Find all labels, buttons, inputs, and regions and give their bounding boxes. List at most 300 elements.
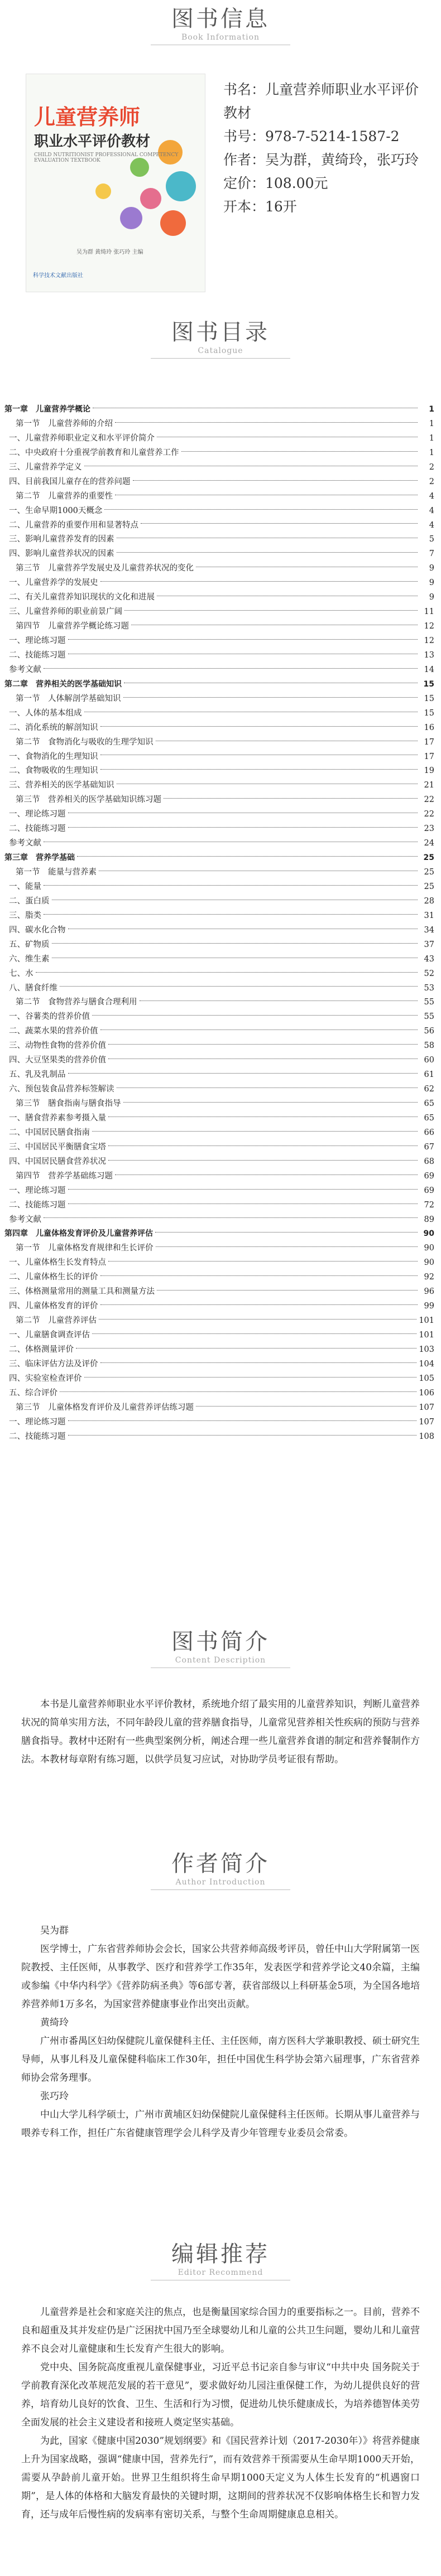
toc-leader-dots xyxy=(76,1348,416,1349)
toc-entry-page: 24 xyxy=(424,839,434,848)
table-of-contents xyxy=(4,403,434,1444)
toc-entry-page: 4 xyxy=(429,520,434,530)
toc-entry-title: 一、人体的基本组成 xyxy=(4,707,84,721)
toc-entry-title: 第三章 营养学基础 xyxy=(4,851,77,866)
toc-entry-title: 第一节 儿童营养师的介绍 xyxy=(4,417,115,432)
toc-entry-title: 第四节 营养学基础练习题 xyxy=(4,1169,115,1184)
toc-entry xyxy=(4,1430,434,1444)
toc-entry xyxy=(4,1401,434,1415)
toc-entry xyxy=(4,1285,434,1299)
authors-title: 作者简介 xyxy=(171,1851,270,1877)
toc-entry xyxy=(4,1241,434,1256)
book-info-title-en: Book Information xyxy=(181,33,260,42)
toc-entry-page: 31 xyxy=(424,911,434,920)
toc-entry-title: 三、体格测量常用的测量工具和测量方法 xyxy=(4,1285,157,1299)
toc-entry-page: 90 xyxy=(424,1258,434,1268)
description-text: 本书是儿童营养师职业水平评价教材，系统地介绍了最实用的儿童营养知识，判断儿童营养状况的简单实用方法，不同年龄段儿童的营养膳食指导，儿童常见营养相关性疾病的预防与营养膳食指导。教材中还附有一些典型案例分析，阐述合理一些儿童营养食谱的制定和营养餐制作方法。本教材每章附有练习题，以供学员复习应试，对协助学员考证很有帮助。 xyxy=(21,1699,420,1765)
toc-entry-title: 二、有关儿童营养知识现状的文化和进展 xyxy=(4,591,157,605)
toc-entry-title: 第二节 儿童营养的重要性 xyxy=(4,490,115,504)
toc-entry-title: 一、膳食营养素参考摄入量 xyxy=(4,1111,108,1126)
toc-leader-dots xyxy=(157,1290,418,1291)
cover-title-1: 儿童营养师 xyxy=(34,105,141,129)
toc-entry-title: 四、目前我国儿童存在的营养问题 xyxy=(4,475,133,490)
toc-entry xyxy=(4,1097,434,1111)
toc-entry-page: 9 xyxy=(429,578,434,588)
toc-entry xyxy=(4,764,434,779)
toc-entry-page: 55 xyxy=(424,998,434,1007)
cover-publisher: 科学技术文献出版社 xyxy=(33,273,83,279)
recommend-paragraph: 为此，国家《健康中国2030”规划纲要》和《国民营养计划（2017-2030年）》将营养健康上升为国家战略，强调“健康中国，营养先行”，而有效营养干预需要从生命早期1000天开始，需要从孕龄前儿童开始。世界卫生组织将生命早期1000天定义为人体生长发育的“机遇窗口期”，是人体的体格和大脑发育最快的关键时期，这期间的营养状况不仅影响体格生长和智力发育，还与成年后慢性病的发病率有密切关系，与整个生命周期健康息息相关。 xyxy=(21,2435,420,2520)
toc-leader-dots xyxy=(100,1275,418,1276)
toc-entry-title: 二、食物吸收的生理知识 xyxy=(4,764,100,779)
toc-entry-page: 4 xyxy=(429,491,434,501)
cover-authors: 吴为群 黄绮玲 张巧玲 主编 xyxy=(76,249,143,255)
toc-entry xyxy=(4,938,434,953)
toc-entry xyxy=(4,953,434,967)
toc-entry-title: 第一节 能量与营养素 xyxy=(4,866,99,880)
book-cover xyxy=(26,74,205,292)
toc-entry-page: 17 xyxy=(424,737,434,747)
authors-heading xyxy=(0,1850,441,1890)
recommend-title-en: Editor Recommend xyxy=(178,2268,263,2277)
toc-entry xyxy=(4,1126,434,1140)
toc-entry-title: 三、临床评估方法及评价 xyxy=(4,1357,100,1372)
toc-entry-title: 三、影响儿童营养发育的因素 xyxy=(4,533,117,547)
toc-entry-title: 二、儿童营养的重要作用和显著特点 xyxy=(4,519,141,533)
toc-leader-dots xyxy=(104,509,418,510)
toc-leader-dots xyxy=(156,1246,418,1247)
toc-leader-dots xyxy=(100,1304,418,1305)
toc-entry-page: 9 xyxy=(429,593,434,602)
book-info-fields xyxy=(223,78,430,219)
author-bio: 广州市番禺区妇幼保健院儿童保健科主任、主任医师，南方医科大学兼职教授、硕士研究生导师，从事儿科及儿童保健科临床工作30年，担任中国优生科学协会第六届理事，广东省营养师协会常务理事。 xyxy=(21,2036,420,2084)
toc-entry-page: 56 xyxy=(424,1027,434,1036)
toc-leader-dots xyxy=(60,1391,416,1392)
toc-entry-title: 第二章 营养相关的医学基础知识 xyxy=(4,678,124,692)
toc-leader-dots xyxy=(68,827,418,828)
toc-entry-title: 第三节 儿童体格发育评价及儿童营养评估练习题 xyxy=(4,1401,196,1415)
toc-entry xyxy=(4,1328,434,1343)
author-bio: 医学博士，广东省营养师协会会长，国家公共营养师高级考评员，曾任中山大学附属第一医院教授、主任医师，从事教学、医疗和营养学工作35年，发表医学和营养学论文40余篇，主编或参编《中华内科学》《营养防病圣典》等6部专著，获省部级以上科研基金5项，为全国各地培养营养师1万多名，为国家营养健康事业作出突出贡献。 xyxy=(21,1944,420,2010)
toc-entry xyxy=(4,1415,434,1430)
toc-entry xyxy=(4,851,434,866)
toc-entry-page: 105 xyxy=(419,1374,434,1383)
toc-title-en: Catalogue xyxy=(198,346,243,355)
toc-leader-dots xyxy=(68,1435,417,1436)
toc-entry-title: 三、儿童营养学定义 xyxy=(4,461,84,475)
divider xyxy=(151,1889,290,1890)
toc-entry-page: 107 xyxy=(419,1417,434,1427)
toc-entry-page: 52 xyxy=(424,969,434,978)
toc-entry xyxy=(4,605,434,620)
toc-leader-dots xyxy=(68,1420,417,1421)
toc-leader-dots xyxy=(84,1377,417,1378)
toc-entry xyxy=(4,1010,434,1024)
cover-decoration xyxy=(120,207,142,229)
toc-entry xyxy=(4,866,434,880)
toc-entry-title: 第二节 食物消化与吸收的生理学知识 xyxy=(4,736,156,750)
toc-entry-title: 第二节 儿童营养评估 xyxy=(4,1314,99,1328)
toc-entry-title: 第三节 营养相关的医学基础知识练习题 xyxy=(4,793,164,808)
toc-leader-dots xyxy=(92,1333,416,1334)
toc-leader-dots xyxy=(196,1406,416,1407)
toc-entry-title: 参考文献 xyxy=(4,663,44,678)
toc-leader-dots xyxy=(44,668,418,669)
recommend-paragraph: 党中央、国务院高度重视儿童保健事业，习近平总书记亲自参与审议“中共中央 国务院关于学前教育深化改革规范发展的若干意见”，要求做好幼儿园注重保健工作，为幼儿提供良好的营养，培育幼儿良好的饮食、卫生、生活和行为习惯，促进幼儿快乐健康成长，为培养德智体美劳全面发展的社会主义建设者和接班人奠定坚实基础。 xyxy=(21,2362,420,2428)
toc-entry-title: 三、儿童营养师的职业前景广阔 xyxy=(4,605,124,620)
author-name: 吴为群 xyxy=(40,1925,69,1936)
author-bio: 中山大学儿科学硕士，广州市黄埔区妇幼保健院儿童保健科主任医师。长期从事儿童营养与喂养专科工作，担任广东省健康管理学会儿科学及青少年管理专业委员会常委。 xyxy=(21,2109,420,2139)
authors-title-en: Author Introduction xyxy=(175,1878,266,1887)
book-info-field: 定价：108.00元 xyxy=(223,175,328,191)
toc-entry xyxy=(4,432,434,446)
toc-entry xyxy=(4,1198,434,1213)
toc-entry-page: 22 xyxy=(424,810,434,819)
toc-entry xyxy=(4,403,434,417)
toc-leader-dots xyxy=(123,697,418,698)
toc-entry xyxy=(4,446,434,461)
toc-entry-page: 34 xyxy=(424,925,434,935)
toc-leader-dots xyxy=(52,943,418,944)
toc-entry xyxy=(4,519,434,533)
book-info-field: 书号：978-7-5214-1587-2 xyxy=(223,128,400,144)
cover-subtitle: CHILD NUTRITIONIST PROFESSIONAL COMPETENCY EVALUATION TEXTBOOK xyxy=(34,152,179,163)
toc-leader-dots xyxy=(100,769,418,770)
toc-entry-page: 1 xyxy=(429,419,434,428)
toc-entry-title: 三、脂类 xyxy=(4,909,44,924)
toc-entry-page: 104 xyxy=(419,1359,434,1369)
toc-entry-title: 二、技能练习题 xyxy=(4,1430,68,1444)
toc-entry-page: 1 xyxy=(429,405,434,414)
author-name: 黄绮玲 xyxy=(40,2017,69,2028)
toc-entry-title: 二、蔬菜水果的营养价值 xyxy=(4,1024,100,1039)
toc-entry xyxy=(4,461,434,475)
toc-leader-dots xyxy=(141,523,418,524)
toc-entry-page: 55 xyxy=(424,1012,434,1022)
toc-entry xyxy=(4,736,434,750)
toc-entry xyxy=(4,1184,434,1198)
toc-entry xyxy=(4,1039,434,1053)
toc-entry-page: 62 xyxy=(424,1085,434,1094)
toc-leader-dots xyxy=(68,1189,418,1190)
cover-decoration xyxy=(140,188,161,209)
toc-leader-dots xyxy=(44,914,418,915)
toc-leader-dots xyxy=(123,1102,418,1103)
toc-entry-title: 七、水 xyxy=(4,967,36,982)
toc-entry-title: 五、综合评价 xyxy=(4,1386,60,1401)
toc-entry xyxy=(4,1111,434,1126)
toc-entry xyxy=(4,1053,434,1068)
cover-decoration xyxy=(95,183,111,199)
toc-entry xyxy=(4,1213,434,1227)
cover-decoration xyxy=(160,210,186,236)
toc-entry-page: 16 xyxy=(424,723,434,732)
toc-entry-page: 15 xyxy=(424,708,434,718)
cover-title-2: 职业水平评价教材 xyxy=(34,133,151,150)
toc-entry-page: 25 xyxy=(424,868,434,877)
divider xyxy=(151,358,290,359)
toc-entry-page: 37 xyxy=(424,940,434,949)
toc-entry-title: 二、技能练习题 xyxy=(4,822,68,837)
toc-entry xyxy=(4,1357,434,1372)
toc-entry-title: 一、儿童营养学的发展史 xyxy=(4,576,100,591)
author-name: 张巧玲 xyxy=(40,2091,69,2102)
toc-entry xyxy=(4,634,434,649)
toc-entry-page: 17 xyxy=(424,752,434,761)
toc-entry-page: 25 xyxy=(423,853,434,863)
toc-leader-dots xyxy=(92,1131,418,1132)
toc-leader-dots xyxy=(108,1044,418,1045)
toc-entry-page: 108 xyxy=(419,1432,434,1441)
toc-entry-title: 第一节 人体解剖学基础知识 xyxy=(4,692,123,707)
toc-entry xyxy=(4,967,434,982)
toc-entry-page: 69 xyxy=(424,1171,434,1181)
toc-entry-title: 参考文献 xyxy=(4,837,44,851)
toc-entry-page: 13 xyxy=(424,650,434,660)
toc-entry xyxy=(4,750,434,765)
description-body xyxy=(21,1695,420,1769)
toc-entry-page: 67 xyxy=(424,1142,434,1152)
toc-entry-title: 一、能量 xyxy=(4,880,44,895)
toc-entry-page: 25 xyxy=(424,882,434,891)
toc-entry xyxy=(4,982,434,996)
toc-entry xyxy=(4,793,434,808)
toc-entry-title: 六、预包装食品营养标签解读 xyxy=(4,1082,117,1097)
toc-entry-page: 14 xyxy=(424,665,434,674)
toc-leader-dots xyxy=(124,610,418,611)
toc-entry-page: 58 xyxy=(424,1041,434,1051)
description-title: 图书简介 xyxy=(171,1629,270,1655)
toc-leader-dots xyxy=(100,726,418,727)
toc-leader-dots xyxy=(60,986,418,987)
toc-entry xyxy=(4,490,434,504)
toc-entry-page: 99 xyxy=(424,1302,434,1311)
toc-entry-title: 四、大豆坚果类的营养价值 xyxy=(4,1053,108,1068)
toc-leader-dots xyxy=(108,1261,418,1262)
toc-entry-title: 第四章 儿童体格发育评价及儿童营养评估 xyxy=(4,1227,155,1241)
toc-entry-page: 4 xyxy=(429,506,434,515)
toc-entry xyxy=(4,1314,434,1328)
toc-leader-dots xyxy=(77,856,418,857)
toc-entry-page: 65 xyxy=(424,1113,434,1123)
toc-entry xyxy=(4,1256,434,1270)
toc-leader-dots xyxy=(108,1160,418,1161)
toc-entry xyxy=(4,576,434,591)
toc-entry xyxy=(4,417,434,432)
toc-entry-page: 1 xyxy=(429,433,434,443)
toc-entry-page: 12 xyxy=(424,636,434,645)
toc-entry-title: 四、儿童体格发育的评价 xyxy=(4,1299,100,1314)
toc-entry-title: 八、膳食纤维 xyxy=(4,982,60,996)
toc-leader-dots xyxy=(68,1073,418,1074)
toc-entry xyxy=(4,533,434,547)
toc-leader-dots xyxy=(181,451,418,452)
toc-entry-title: 四、实验室检查评价 xyxy=(4,1372,84,1386)
toc-leader-dots xyxy=(99,1319,416,1320)
recommend-paragraph: 儿童营养是社会和家庭关注的焦点，也是衡量国家综合国力的重要指标之一。目前，营养不良和超重及其并发症仍是广泛困扰中国乃至全球婴幼儿和儿童的公共卫生问题，婴幼儿和儿童营养不良会对儿童健康和生长发育产生很大的影响。 xyxy=(21,2307,420,2355)
toc-entry xyxy=(4,475,434,490)
toc-entry-page: 43 xyxy=(424,954,434,964)
recommend-body xyxy=(21,2303,420,2524)
toc-entry xyxy=(4,504,434,519)
toc-entry xyxy=(4,1299,434,1314)
toc-leader-dots xyxy=(68,639,418,640)
toc-heading xyxy=(0,319,441,359)
toc-entry-page: 61 xyxy=(424,1070,434,1080)
description-heading xyxy=(0,1628,441,1668)
toc-entry-page: 11 xyxy=(424,607,434,617)
toc-entry xyxy=(4,1024,434,1039)
toc-entry xyxy=(4,591,434,605)
toc-entry-title: 三、动物性食物的营养价值 xyxy=(4,1039,108,1053)
toc-entry-title: 第三节 儿童营养学发展史及儿童营养状况的变化 xyxy=(4,562,196,576)
toc-entry xyxy=(4,808,434,822)
toc-entry-page: 68 xyxy=(424,1157,434,1166)
toc-entry-page: 22 xyxy=(424,795,434,805)
toc-leader-dots xyxy=(115,422,418,423)
toc-entry-title: 五、乳及乳制品 xyxy=(4,1068,68,1082)
toc-entry-title: 一、儿童膳食调查评估 xyxy=(4,1328,92,1343)
toc-entry xyxy=(4,995,434,1010)
toc-entry-page: 12 xyxy=(424,622,434,631)
toc-entry xyxy=(4,1068,434,1082)
toc-entry xyxy=(4,837,434,851)
book-info-title: 图书信息 xyxy=(171,6,270,32)
toc-entry xyxy=(4,1343,434,1357)
book-info-field: 开本：16开 xyxy=(223,199,297,215)
toc-entry xyxy=(4,1155,434,1169)
toc-leader-dots xyxy=(133,480,418,481)
toc-entry-title: 三、中国居民平衡膳食宝塔 xyxy=(4,1140,108,1155)
toc-entry xyxy=(4,678,434,692)
toc-entry xyxy=(4,1140,434,1155)
toc-leader-dots xyxy=(44,885,418,886)
toc-entry-title: 第四节 儿童营养学概论练习题 xyxy=(4,620,131,634)
toc-leader-dots xyxy=(155,1232,418,1233)
toc-entry xyxy=(4,649,434,663)
toc-entry-page: 7 xyxy=(429,549,434,559)
toc-entry-title: 四、中国居民膳食营养状况 xyxy=(4,1155,108,1169)
toc-entry-page: 2 xyxy=(429,477,434,486)
toc-entry-title: 三、营养相关的医学基础知识 xyxy=(4,779,117,793)
toc-leader-dots xyxy=(164,798,418,799)
toc-leader-dots xyxy=(117,552,418,553)
toc-entry-title: 参考文献 xyxy=(4,1213,44,1227)
toc-entry-page: 28 xyxy=(424,896,434,906)
toc-entry xyxy=(4,880,434,895)
authors-body xyxy=(21,1922,420,2143)
toc-entry-page: 72 xyxy=(424,1200,434,1210)
toc-entry-title: 四、影响儿童营养状况的因素 xyxy=(4,547,117,562)
toc-entry-title: 二、技能练习题 xyxy=(4,1198,68,1213)
toc-entry xyxy=(4,692,434,707)
toc-entry-page: 15 xyxy=(424,694,434,703)
toc-entry xyxy=(4,721,434,736)
toc-entry-page: 89 xyxy=(424,1215,434,1224)
toc-entry xyxy=(4,620,434,634)
toc-entry-title: 第三节 膳食指南与膳食指导 xyxy=(4,1097,123,1111)
toc-entry-page: 92 xyxy=(424,1273,434,1282)
toc-entry-page: 103 xyxy=(419,1345,434,1354)
toc-entry xyxy=(4,562,434,576)
toc-entry-page: 5 xyxy=(429,535,434,544)
toc-entry-page: 66 xyxy=(424,1128,434,1137)
recommend-heading xyxy=(0,2241,441,2280)
toc-entry-title: 一、理论练习题 xyxy=(4,1415,68,1430)
toc-entry xyxy=(4,707,434,721)
toc-entry-page: 90 xyxy=(423,1229,434,1239)
toc-entry-title: 一、理论练习题 xyxy=(4,1184,68,1198)
toc-entry xyxy=(4,1169,434,1184)
toc-leader-dots xyxy=(36,972,418,973)
toc-entry-title: 二、中央政府十分重视学前教育和儿童营养工作 xyxy=(4,446,181,461)
toc-entry-page: 15 xyxy=(423,679,434,689)
toc-entry xyxy=(4,1386,434,1401)
toc-entry-title: 第二节 食物营养与膳食合理利用 xyxy=(4,995,140,1010)
toc-entry-title: 五、矿物质 xyxy=(4,938,52,953)
recommend-title: 编辑推荐 xyxy=(171,2241,270,2267)
toc-entry-title: 一、理论练习题 xyxy=(4,808,68,822)
toc-entry-title: 一、理论练习题 xyxy=(4,634,68,649)
toc-entry-page: 96 xyxy=(424,1287,434,1297)
toc-entry-page: 101 xyxy=(419,1331,434,1340)
toc-entry-title: 六、维生素 xyxy=(4,953,52,967)
toc-entry-title: 二、消化系统的解剖知识 xyxy=(4,721,100,736)
toc-entry xyxy=(4,909,434,924)
toc-entry-page: 60 xyxy=(424,1056,434,1065)
toc-entry-title: 一、生命早期1000天概念 xyxy=(4,504,104,519)
book-info-field: 作者：吴为群，黄绮玲，张巧玲 xyxy=(223,152,419,168)
toc-entry-page: 19 xyxy=(424,766,434,776)
toc-entry-title: 第一节 儿童体格发育规律和生长评价 xyxy=(4,1241,156,1256)
book-info-heading xyxy=(0,6,441,45)
toc-entry xyxy=(4,663,434,678)
toc-entry-page: 23 xyxy=(424,824,434,834)
toc-entry-title: 一、谷薯类的营养价值 xyxy=(4,1010,92,1024)
toc-entry-page: 9 xyxy=(429,564,434,573)
toc-entry-page: 21 xyxy=(424,781,434,790)
toc-entry xyxy=(4,547,434,562)
toc-entry-page: 107 xyxy=(419,1403,434,1412)
toc-entry-title: 四、碳水化合物 xyxy=(4,924,68,938)
toc-entry xyxy=(4,822,434,837)
toc-entry-page: 65 xyxy=(424,1099,434,1108)
toc-entry xyxy=(4,1227,434,1241)
toc-entry-title: 二、体格测量评价 xyxy=(4,1343,76,1357)
description-title-en: Content Description xyxy=(175,1656,266,1665)
toc-entry xyxy=(4,1082,434,1097)
book-info-field: 书名：儿童营养师职业水平评价教材 xyxy=(223,81,419,121)
toc-entry-page: 2 xyxy=(429,462,434,472)
toc-entry-page: 1 xyxy=(429,448,434,457)
toc-title: 图书目录 xyxy=(171,320,270,345)
toc-entry-page: 69 xyxy=(424,1186,434,1195)
toc-entry-title: 二、儿童体格生长的评价 xyxy=(4,1270,100,1285)
toc-entry-page: 53 xyxy=(424,983,434,993)
toc-entry-title: 一、儿童营养师职业定义和水平评价简介 xyxy=(4,432,157,446)
toc-entry-page: 90 xyxy=(424,1244,434,1253)
toc-leader-dots xyxy=(92,1015,418,1016)
toc-entry xyxy=(4,779,434,793)
toc-entry-page: 101 xyxy=(419,1316,434,1326)
toc-leader-dots xyxy=(100,581,418,582)
toc-entry xyxy=(4,924,434,938)
toc-leader-dots xyxy=(100,1362,417,1363)
toc-entry xyxy=(4,895,434,909)
toc-entry-title: 二、中国居民膳食指南 xyxy=(4,1126,92,1140)
toc-entry-title: 一、儿童体格生长发育特点 xyxy=(4,1256,108,1270)
toc-entry xyxy=(4,1372,434,1386)
